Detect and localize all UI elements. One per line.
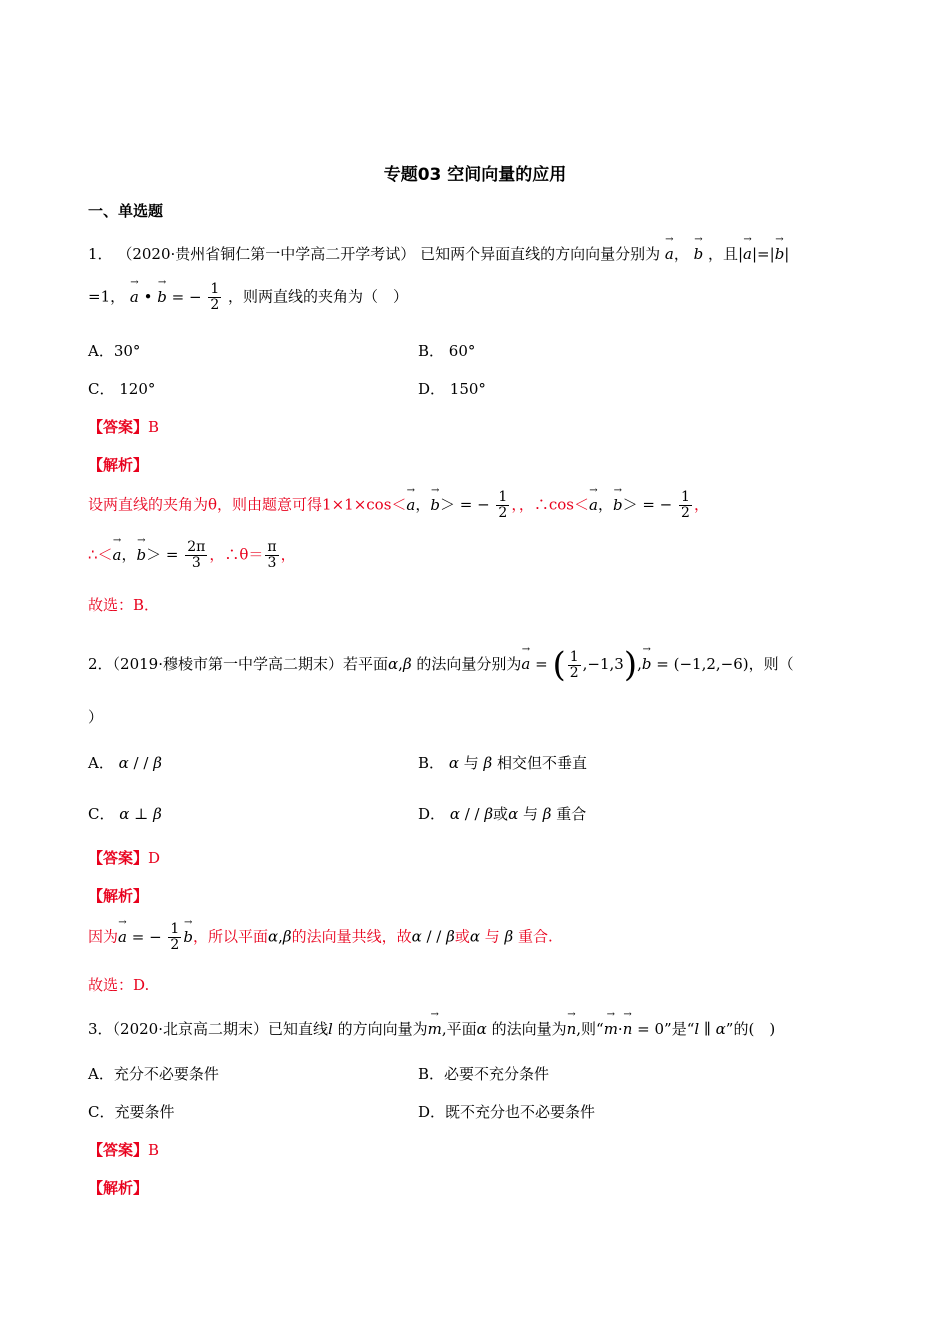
option-a: A． α / / β [88, 754, 162, 772]
vector-a: → a [665, 245, 674, 263]
question-source: （2019·穆棱市第一中学高二期末） [112, 655, 343, 673]
answer-value: B [148, 1141, 160, 1159]
question-text: ，则两直线的夹角为（ ） [228, 287, 409, 306]
answer-line [88, 416, 159, 437]
answer-value: D [148, 849, 161, 867]
question-2-stem-close: ） [88, 708, 104, 726]
question-number: 2． [88, 655, 113, 673]
analysis-tag: 【解析】 [88, 456, 149, 474]
solution-line-1: 设两直线的夹角为θ，则由题意可得1×1×cos＜→ a，→ b＞ = − $\frac{1}{2}$ ，，∴cos＜→ a，→ b＞ = − $\frac{1}{2}$ ， [88, 490, 709, 521]
solution-line-2: ∴＜→ a，→ b＞ = $\frac{2\pi}{3}$ ，∴θ＝ $\frac{\pi}{3}$ ， [88, 540, 296, 571]
analysis-tag: 【解析】 [88, 887, 149, 905]
question-text: 已知两个异面直线的方向向量分别为 [420, 245, 661, 263]
option-b: B．必要不充分条件 [418, 1065, 550, 1083]
question-text: | [784, 245, 790, 263]
vector-b: → b [775, 245, 785, 263]
answer-line [88, 847, 160, 868]
option-a: A．30° [88, 342, 141, 360]
solution-text: ，∴θ＝ [209, 545, 264, 564]
option-a: A．充分不必要条件 [88, 1065, 219, 1083]
option-d: D． 150° [418, 380, 486, 398]
option-b: B． 60° [418, 342, 476, 360]
question-2-stem: 2．（2019·穆棱市第一中学高二期末）若平面α,β 的法向量分别为→ a = ( $\frac{1}{2}$ ,−1,3),→ b = (−1,2,−6)，则（ [88, 648, 794, 682]
question-text: 若平面 [343, 655, 389, 673]
vector-a: → a [743, 245, 752, 263]
answer-tag: 【答案】 [88, 418, 149, 436]
answer-line [88, 1139, 159, 1160]
answer-tag: 【答案】 [88, 1141, 149, 1159]
answer-value: B [148, 418, 160, 436]
analysis-tag: 【解析】 [88, 1179, 149, 1197]
solution-text: ∴＜ [88, 545, 113, 564]
page-title: 专题03 空间向量的应用 [383, 165, 567, 185]
question-source: （2020·贵州省铜仁第一中学高二开学考试） [117, 245, 416, 263]
question-1-stem-line-2 [88, 282, 408, 313]
solution-text: 设两直线的夹角为θ，则由题意可得1×1×cos＜ [88, 495, 407, 514]
solution-text: ，∴cos＜ [518, 495, 589, 514]
answer-tag: 【答案】 [88, 849, 149, 867]
dot-product-expression: → a • → b = − $\frac{1}{2}$ [130, 288, 223, 306]
solution-line: 因为→ a = − $\frac{1}{2}$ → b，所以平面α,β的法向量共线，故α / / β或α 与 β 重合. [88, 922, 553, 953]
option-c: C．充要条件 [88, 1103, 175, 1121]
conclusion: 故选：D. [88, 976, 150, 994]
question-text: ，则（ [748, 655, 794, 673]
conclusion: 故选：B． [88, 596, 160, 614]
question-text: =1， [88, 287, 126, 306]
vector-b: → b [694, 245, 704, 263]
option-c: C． 120° [88, 380, 156, 398]
section-heading: 一、单选题 [88, 202, 164, 220]
question-1-stem-line-1: 1． （2020·贵州省铜仁第一中学高二开学考试） 已知两个异面直线的方向向量分别为 → a， → b ，且|→ a|=|→ b| [88, 243, 789, 264]
option-d: D． α / / β或α 与 β 重合 [418, 805, 587, 823]
option-d: D．既不充分也不必要条件 [418, 1103, 596, 1121]
question-text: ，且| [707, 245, 744, 263]
question-text: 的法向量分别为 [416, 655, 522, 673]
question-text: |=| [752, 245, 775, 263]
question-number: 1． [88, 245, 113, 263]
question-3-stem: 3．（2020·北京高二期末）已知直线l 的方向向量为→ m,平面α 的法向量为→ n,则“→ m·→ n = 0”是“l ∥ α”的( ) [88, 1018, 775, 1039]
option-b: B． α 与 β 相交但不垂直 [418, 754, 587, 772]
option-c: C． α ⊥ β [88, 805, 162, 823]
